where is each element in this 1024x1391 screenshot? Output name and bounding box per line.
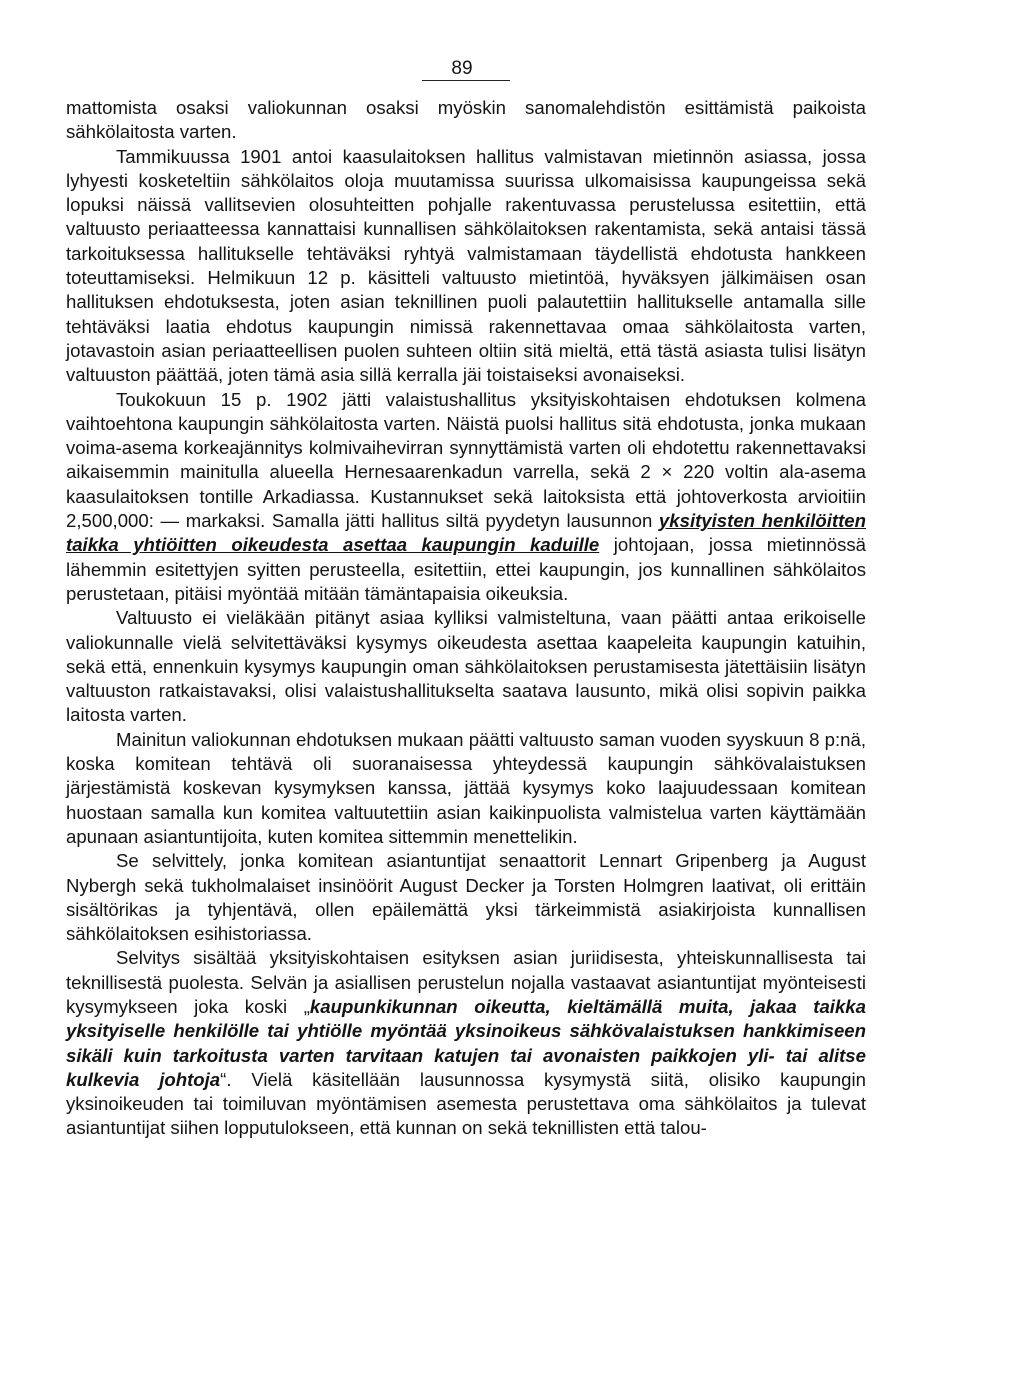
body-text bbox=[66, 96, 866, 1141]
paragraph bbox=[66, 606, 866, 727]
paragraph-text: Mainitun valiokunnan ehdotuksen mukaan päätti valtuusto saman vuoden syyskuun 8 p:nä, koska komitean tehtävä oli suoranaisessa yhteydessä kaupungin sähkövalaistuksen järjestämistä koskevan kysymyksen kanssa, jättää kysymys koko laajuudessaan komitean huostaan samalla kun komitea valtuutettiin asian kaikinpuolista valmistelua varten käyttämään apunaan asiantuntijoita, kuten komitea sittemmin menettelikin. bbox=[66, 728, 866, 847]
paragraph bbox=[66, 849, 866, 946]
paragraph-text: Se selvittely, jonka komitean asiantuntijat senaattorit Lennart Gripenberg ja August Nybergh sekä tukholmalaiset insinöörit August Decker ja Torsten Holmgren laativat, oli erittäin sisältörikas ja tyhjentävä, ollen epäilemättä yksi tärkeimmistä asiakirjoista kunnallisen sähkölaitoksen esihistoriassa. bbox=[66, 850, 866, 945]
paragraph bbox=[66, 946, 866, 1140]
paragraph-text: johtojaan, jossa mietinnössä lähemmin esitettyjen syitten perusteella, esitettiin, ettei kaupungin, jos kunnallinen sähkölaitos perustetaan, pitäisi myöntää mitään tämäntapaisia oikeuksia. bbox=[66, 534, 867, 604]
paragraph bbox=[66, 145, 866, 388]
page-number-rule bbox=[422, 80, 510, 81]
paragraph bbox=[66, 728, 866, 849]
paragraph-text: “. Vielä käsitellään lausunnossa kysymystä siitä, olisiko kaupungin yksinoikeuden tai toimiluvan myöntämisen asemesta perustettava oma sähkölaitos ja tulevat asiantuntijat siihen lopputulokseen, että kunnan on sekä teknillisten että talou- bbox=[66, 1068, 866, 1139]
paragraph bbox=[66, 96, 866, 145]
paragraph-text: mattomista osaksi valiokunnan osaksi myöskin sanomalehdistön esittämistä paikoista sähkölaitosta varten. bbox=[66, 97, 866, 143]
paragraph bbox=[66, 388, 866, 607]
paragraph-text: Selvitys sisältää yksityiskohtaisen esityksen asian juriidisesta, yhteiskunnallisesta tai teknillisestä puolesta. Selvän ja asiallisen perustelun nojalla vastaavat asiantuntijat myönteisesti kysymykseen joka koski „ bbox=[66, 947, 866, 1017]
paragraph-text: Tammikuussa 1901 antoi kaasulaitoksen hallitus valmistavan mietinnön asiassa, jossa lyhyesti kosketeltiin sähkölaitos oloja muutamissa suurissa ulkomaisissa kaupungeissa sekä lopuksi näissä vallitsevien olosuhteitten pohjalle rakentuvassa perustelussa esitettiin, että valtuusto periaatteessa kannattaisi kunnallisen sähkölaitoksen rakentamista, sekä antaisi tässä tarkoituksessa hallitukselle tehtäväksi ryhtyä valmistamaan täydellistä ehdotusta hankkeen toteuttamiseksi. Helmikuun 12 p. käsitteli valtuusto mietintöä, hyväksyen jälkimäisen osan hallituksen ehdotuksesta, joten asian teknillinen puoli palautettiin hallitukselle antamalla sille tehtäväksi laatia ehdotus kaupungin nimissä rakennettavaa omaa sähkölaitosta varten, jotavastoin asian periaatteellisen puolen suhteen oltiin sitä mieltä, että tästä asiasta tulisi lisätyn valtuuston päättää, joten tämä asia sillä kerralla jäi toistaiseksi avonaiseksi. bbox=[66, 145, 866, 386]
emphasized-text: yksityisten henkilöitten taikka yhtiöitten oikeudesta asettaa kaupungin kaduille bbox=[66, 510, 866, 556]
paragraph-text: Valtuusto ei vieläkään pitänyt asiaa kylliksi valmisteltuna, vaan päätti antaa erikoiselle valiokunnalle vielä selvitettäväksi kysymys oikeudesta asettaa kaapeleita kaupungin katuihin, sekä että, ennenkuin kysymys kaupungin oman sähkölaitoksen perustamisesta jätettäisiin lisätyn valtuuston ratkaistavaksi, olisi valaistushallitukselta saatava lausunto, mikä olisi sopivin paikka laitosta varten. bbox=[66, 607, 866, 726]
emphasized-text: kaupunkikunnan oikeutta, kieltämällä muita, jakaa taikka yksityiselle henkilölle tai yhtiölle myöntää yksinoikeus sähkövalaistuksen hankkimiseen sikäli kuin tarkoitusta varten tarvitaan katujen tai avonaisten paikkojen yli- tai alitse kulkevia johtoja bbox=[66, 995, 866, 1090]
paragraph-text: Toukokuun 15 p. 1902 jätti valaistushallitus yksityiskohtaisen ehdotuksen kolmena vaihtoehtona kaupungin sähkölaitosta varten. Näistä puolsi hallitus sitä ehdotusta, jonka mukaan voima-asema korkeajännitys kolmivaihevirran synnyttämistä varten oli ehdotettu rakennettavaksi aikaisemmin mainitulla alueella Hernesaarenkadun varrella, sekä 2 × 220 voltin ala-asema kaasulaitoksen tontille Arkadiassa. Kustannukset sekä laitoksista että johtoverkosta arvioitiin 2,500,000: — markaksi. Samalla jätti hallitus siltä pyydetyn lausunnon bbox=[66, 388, 866, 532]
page-number: 89 bbox=[451, 58, 473, 79]
